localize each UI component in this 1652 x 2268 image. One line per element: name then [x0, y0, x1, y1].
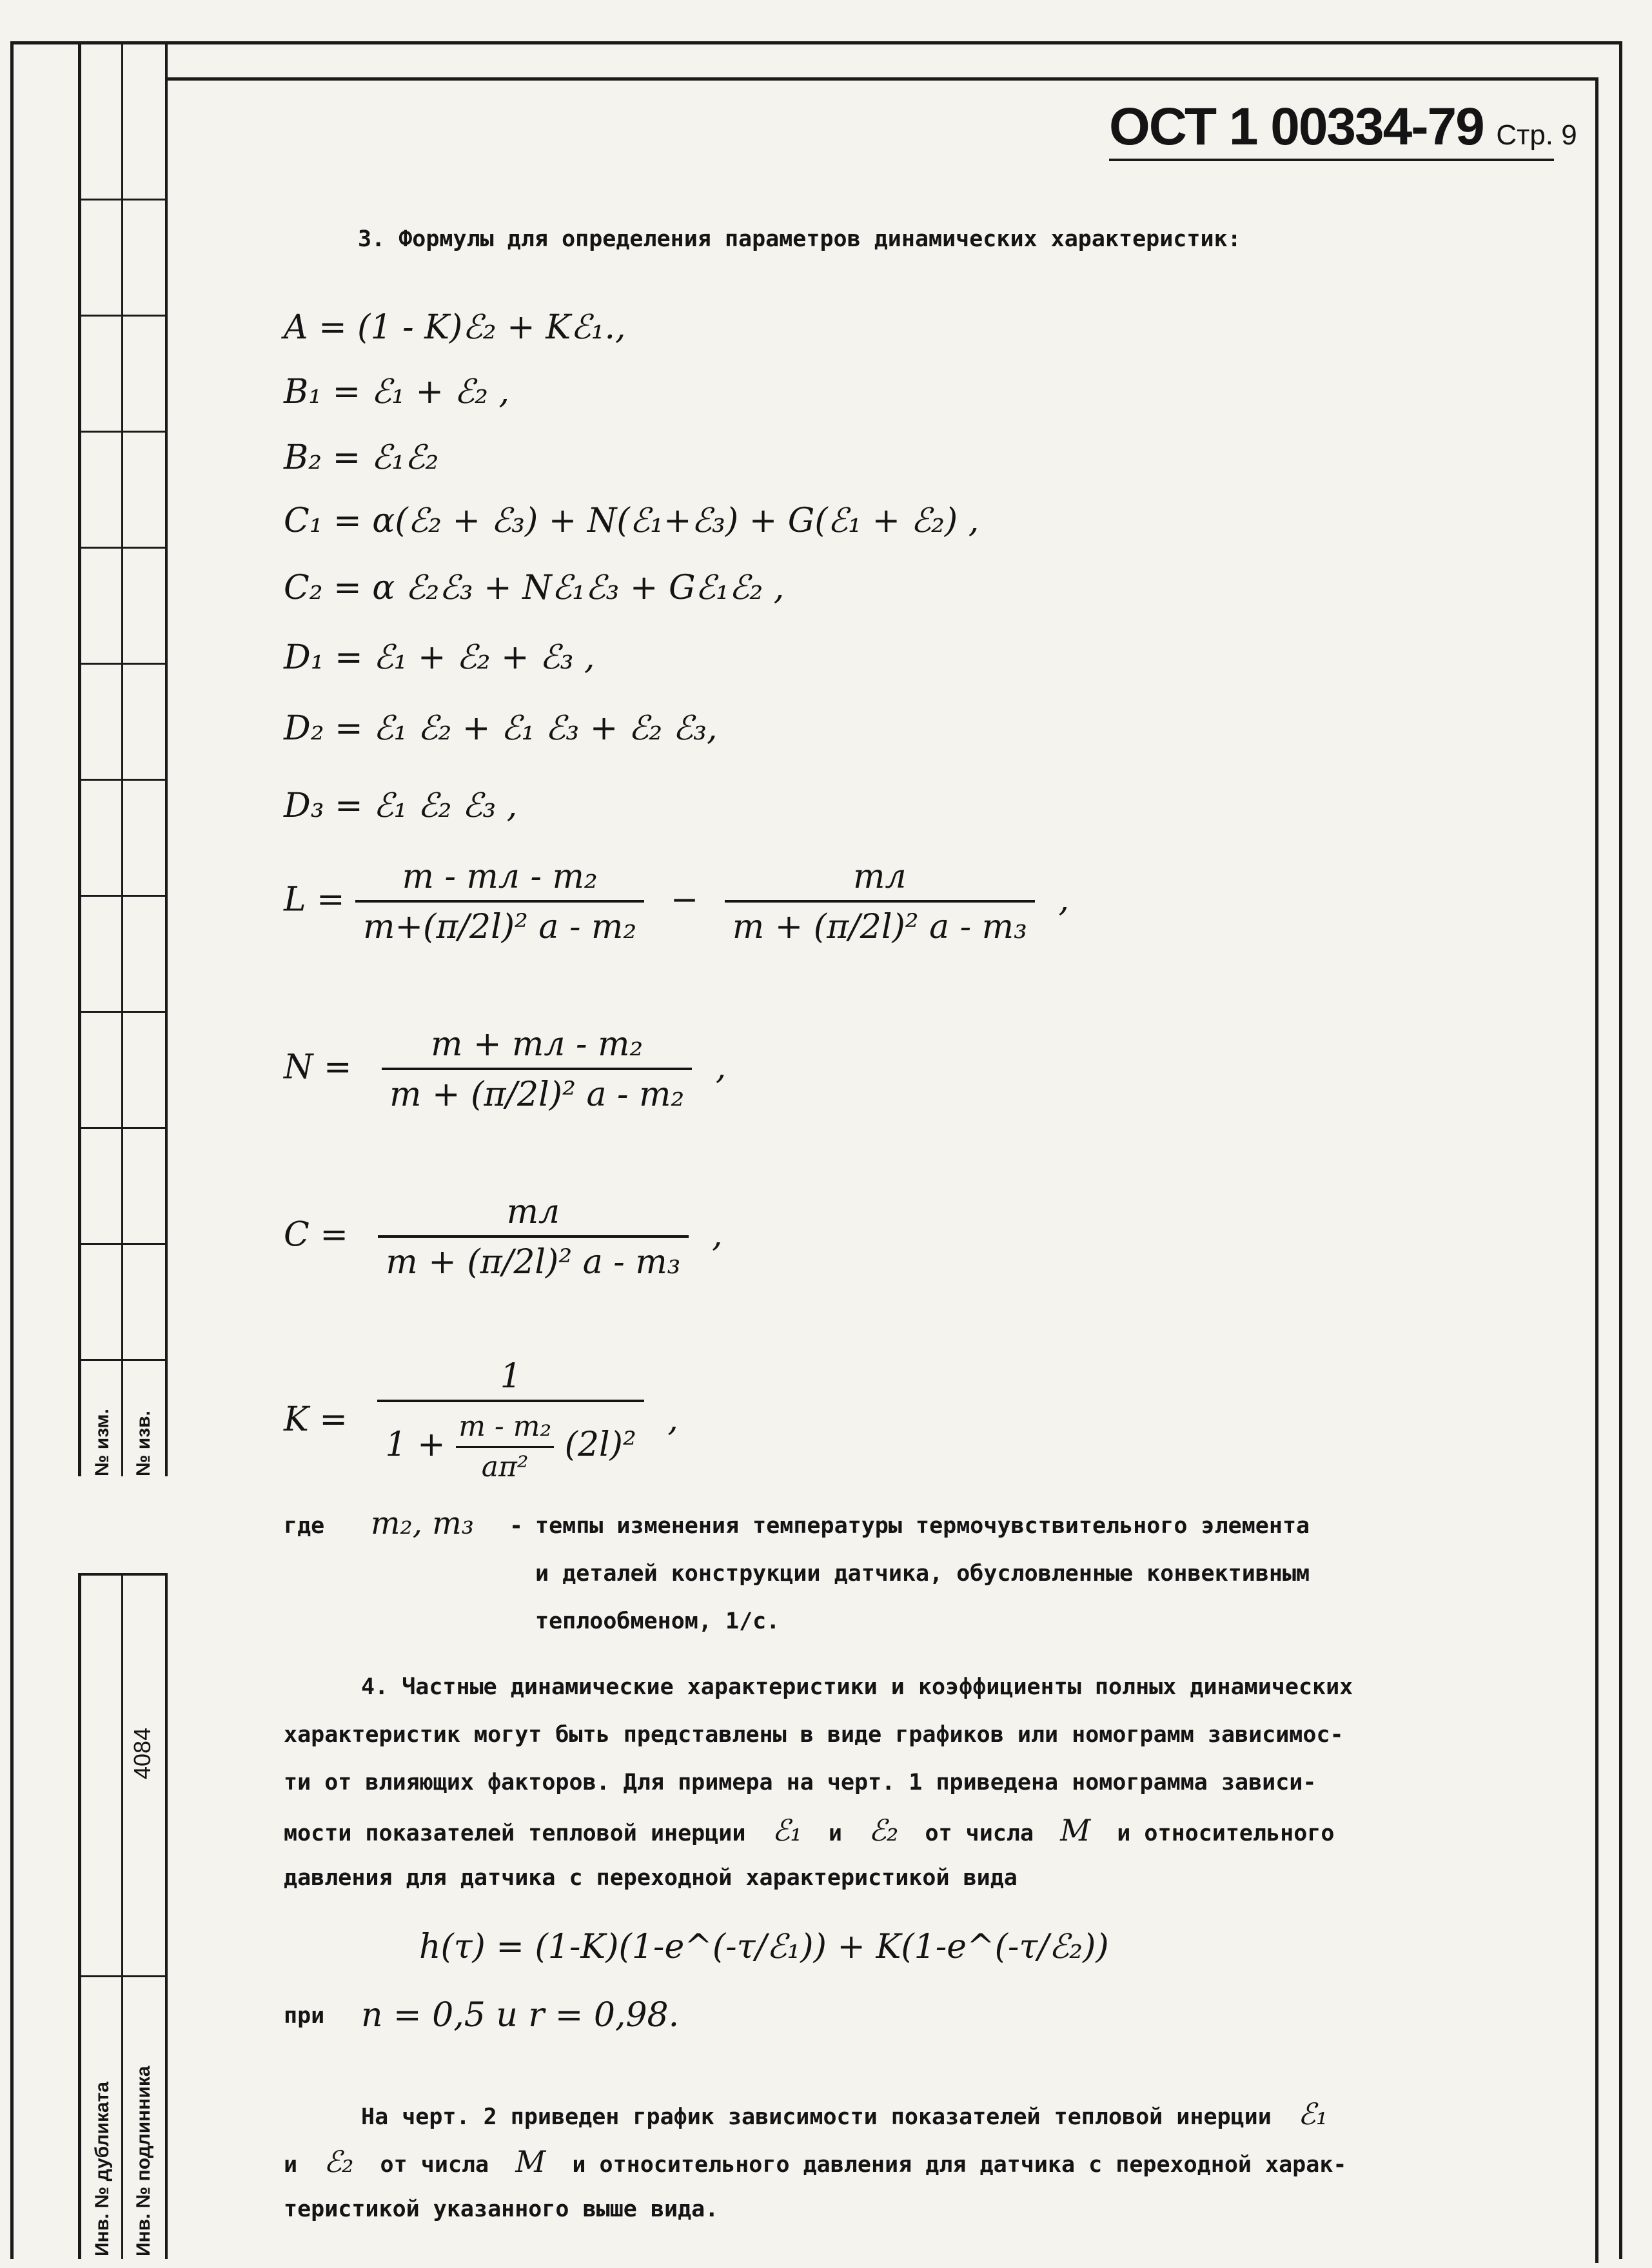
section-4-pri: при [284, 2003, 325, 2029]
section-4-condition: n = 0,5 u r = 0,98. [361, 1996, 680, 2035]
formula-K-lhs: K = [284, 1400, 348, 1439]
chart2-M: M [515, 2144, 546, 2179]
formula-C-fraction [378, 1193, 688, 1282]
section-4-line-4-b: и [828, 1821, 842, 1846]
formula-C-denominator: m + (π/2l)² a - m₃ [386, 1243, 681, 1282]
formula-N-numerator: m + mл - m₂ [382, 1025, 692, 1070]
chart2-line-3: теристикой указанного выше вида. [284, 2196, 719, 2222]
section-4-epsilon-1: ℰ₁ [772, 1813, 802, 1848]
revision-margin-table [78, 44, 168, 1476]
formula-D3: D₃ = ℰ₁ ℰ₂ ℰ₃ , [284, 787, 518, 825]
section-4-line-3: ти от влияющих факторов. Для примера на черт. 1 приведена номограмма зависи- [284, 1770, 1317, 1795]
formula-C2: C₂ = α ℰ₂ℰ₃ + Nℰ₁ℰ₃ + Gℰ₁ℰ₂ , [284, 569, 785, 607]
section-4-line-4-d: и относительного [1117, 1821, 1335, 1846]
formula-N-fraction [382, 1025, 692, 1114]
where-lead: где [284, 1513, 325, 1539]
formula-L-denominator-1: m+(π/2l)² a - m₂ [363, 908, 637, 946]
where-line-2: и деталей конструкции датчика, обусловленные конвективным [535, 1561, 1310, 1587]
chart2-line-1-a: На черт. 2 приведен график зависимости показателей тепловой инерции [361, 2104, 1272, 2130]
margin-number: 4084 [129, 1727, 155, 1779]
margin-no-izm: № изм. [92, 1409, 113, 1476]
chart2-epsilon-2: ℰ₂ [324, 2144, 354, 2179]
margin-inv-dublikata: Инв. № дубликата [92, 2081, 113, 2256]
formula-K-den-2l-squared: (2l)² [564, 1425, 636, 1464]
formula-N-tail: , [715, 1048, 727, 1087]
formula-C-numerator: mл [378, 1193, 688, 1238]
section-4-line-2: характеристик могут быть представлены в виде графиков или номограмм зависимос- [284, 1722, 1344, 1748]
formula-L-numerator-1: m - mл - m₂ [355, 857, 644, 903]
formula-K-denominator [377, 1402, 644, 1487]
where-dash: - [509, 1513, 524, 1539]
formula-K [284, 1357, 678, 1487]
formula-L-tail: , [1058, 880, 1069, 919]
formula-K-inner-numerator: m - m₂ [456, 1407, 554, 1448]
chart2-epsilon-1: ℰ₁ [1297, 2097, 1328, 2131]
margin-inv-podlinnika: Инв. № подлинника [133, 2066, 154, 2256]
formula-K-tail: , [667, 1400, 678, 1439]
transfer-function-formula: h(τ) = (1-K)(1-e^(-τ/ℰ₁)) + K(1-e^(-τ/ℰ₂)) [419, 1928, 1109, 1966]
formula-B1: B₁ = ℰ₁ + ℰ₂ , [284, 373, 510, 411]
standard-code: ОСТ 1 00334-79 [1109, 97, 1484, 156]
formula-L [284, 857, 1069, 946]
header-underline [1109, 159, 1554, 161]
section-4-line-4-c: от числа [925, 1821, 1034, 1846]
where-line-1: темпы изменения температуры термочувствительного элемента [535, 1513, 1310, 1539]
margin-no-izv: № изв. [133, 1411, 154, 1476]
formula-C-tail: , [712, 1215, 723, 1255]
formula-L-fraction-2 [725, 857, 1035, 946]
chart2-line-2 [284, 2138, 1346, 2189]
formula-L-minus: − [670, 880, 699, 919]
section-4-line-5: давления для датчика с переходной характеристикой вида [284, 1865, 1018, 1891]
formula-N-lhs: N = [284, 1048, 352, 1087]
formula-L-numerator-2: mл [725, 857, 1035, 903]
section-4-epsilon-2: ℰ₂ [869, 1813, 899, 1848]
chart2-line-2-a: и [284, 2152, 298, 2178]
formula-C-lhs: C = [284, 1215, 348, 1255]
formula-K-inner-fraction [456, 1407, 554, 1487]
section-4-M: M [1060, 1813, 1091, 1848]
chart2-line-2-c: и относительного давления для датчика с переходной харак- [572, 2152, 1347, 2178]
formula-L-fraction-1 [355, 857, 644, 946]
formula-K-fraction [377, 1357, 644, 1487]
formula-B2: B₂ = ℰ₁ℰ₂ [284, 438, 439, 477]
section-4-line-1: 4. Частные динамические характеристики и коэффициенты полных динамических [361, 1674, 1353, 1700]
formula-C1: C₁ = α(ℰ₂ + ℰ₃) + N(ℰ₁+ℰ₃) + G(ℰ₁ + ℰ₂) , [284, 502, 979, 540]
chart2-line-1 [361, 2090, 1328, 2141]
formula-N [284, 1025, 726, 1114]
formula-N-denominator: m + (π/2l)² a - m₂ [389, 1075, 685, 1114]
formula-K-den-one-plus: 1 + [385, 1425, 446, 1464]
formula-D1: D₁ = ℰ₁ + ℰ₂ + ℰ₃ , [284, 638, 595, 677]
formula-C [284, 1193, 723, 1282]
formula-L-denominator-2: m + (π/2l)² a - m₃ [732, 908, 1027, 946]
chart2-line-2-b: от числа [380, 2152, 489, 2178]
section-4-line-4 [284, 1806, 1334, 1857]
where-line-3: теплообменом, 1/с. [535, 1608, 780, 1634]
section-4-line-4-a: мости показателей тепловой инерции [284, 1821, 746, 1846]
formula-L-lhs: L = [284, 880, 345, 919]
where-symbols: m₂, m₃ [371, 1505, 475, 1541]
formula-K-inner-denominator: aπ² [481, 1451, 529, 1483]
formula-D2: D₂ = ℰ₁ ℰ₂ + ℰ₁ ℰ₃ + ℰ₂ ℰ₃, [284, 709, 718, 748]
formula-A: A = (1 - K)ℰ₂ + Kℰ₁., [284, 308, 626, 347]
document-header [1109, 97, 1577, 157]
page-number: Стр. 9 [1496, 119, 1577, 151]
formula-K-numerator: 1 [377, 1357, 644, 1402]
section-3-title: 3. Формулы для определения параметров динамических характеристик: [358, 226, 1241, 252]
